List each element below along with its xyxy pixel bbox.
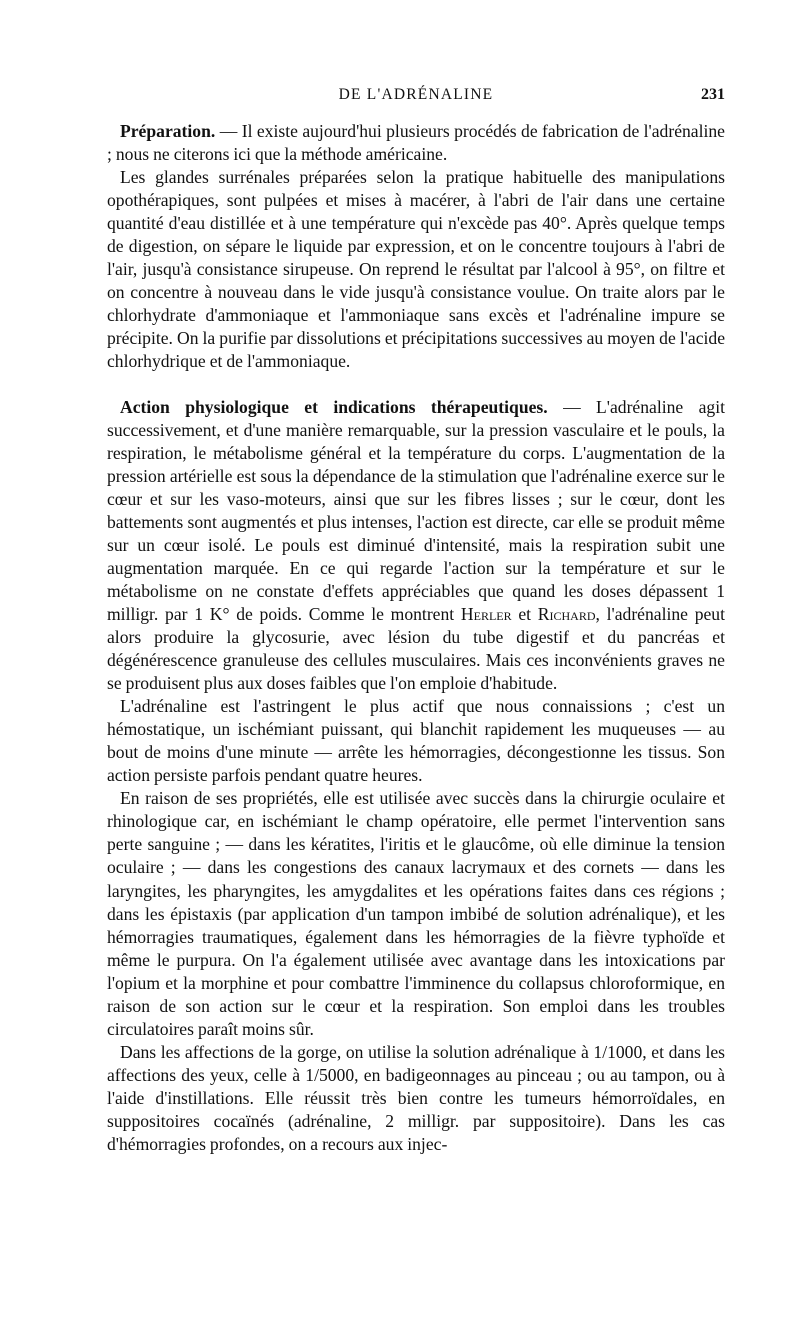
paragraph-text: — Il existe aujourd'hui plusieurs procédés de fabrication de l'adrénaline ; nous ne citerons ici que la méthode américaine. bbox=[107, 121, 725, 165]
text-body bbox=[107, 120, 725, 1156]
paragraph-preparation-method: Les glandes surrénales préparées selon la pratique habituelle des manipulations opothérapiques, sont pulpées et mises à macérer, à l'abri de l'air dans une certaine quantité d'eau distillée et à une température qui n'excède pas 40°. Après quelque temps de digestion, on sépare le liquide par expression, et on le concentre toujours à l'abri de l'air, jusqu'à consistance sirupeuse. On reprend le résultat par l'alcool à 95°, on filtre et on concentre à nouveau dans le vide jusqu'à consistance voulue. On traite alors par le chlorhydrate d'ammoniaque et l'ammoniaque sans excès et l'adrénaline impure se précipite. On la purifie par dissolutions et précipitations successives au moyen de l'acide chlorhydrique et de l'ammoniaque. bbox=[107, 167, 725, 372]
author-name: Herler bbox=[460, 603, 512, 624]
paragraph-text: et bbox=[511, 603, 538, 624]
paragraph-dosage: Dans les affections de la gorge, on utilise la solution adrénalique à 1/1000, et dans les affections des yeux, celle à 1/5000, en badigeonnages au pinceau ; ou au tampon, ou à l'aide d'instillations. Elle réussit très bien contre les tumeurs hémorroïdales, en suppositoires cocaïnés (adrénaline, 2 milligr. par suppositoire). Dans les cas d'hémorragies profondes, on a recours aux injec- bbox=[107, 1041, 725, 1155]
paragraph-action-intro bbox=[107, 396, 725, 696]
author-name: Richard bbox=[537, 603, 596, 624]
page-header bbox=[107, 86, 725, 110]
paragraph-preparation-intro bbox=[107, 120, 725, 166]
paragraph-text: , l'adrénaline peut alors produire la glycosurie, avec lésion du tube digestif et du pancréas et dégénérescence granuleuse des cellules musculaires. Mais ces inconvénients graves ne se produisent plus aux doses faibles que l'on emploie d'habitude. bbox=[107, 603, 725, 694]
page-number: 231 bbox=[701, 86, 725, 103]
running-title: DE L'ADRÉNALINE bbox=[338, 86, 494, 103]
section-heading-action: Action physiologique et indications thérapeutiques. bbox=[120, 396, 548, 417]
paragraph-text: — L'adrénaline agit successivement, et d'une manière remarquable, sur la pression vasculaire et le pouls, la respiration, le métabolisme général et la température du corps. L'augmentation de la pression artérielle est sous la dépendance de la stimulation que l'adrénaline exerce sur le cœur et sur les vaso-moteurs, ainsi que sur les fibres lisses ; sur le cœur, dont les battements sont augmentés et plus intenses, l'action est directe, car elle se produit même sur un cœur isolé. Le pouls est diminué d'intensité, mais la respiration subit une augmentation marquée. En ce qui regarde l'action sur la température et sur le métabolisme on ne constate d'effets appréciables que quand les doses dépassent 1 milligr. par 1 K° de poids. Comme le montrent bbox=[107, 396, 725, 624]
section-heading-preparation: Préparation. bbox=[120, 121, 216, 141]
paragraph-indications: En raison de ses propriétés, elle est utilisée avec succès dans la chirurgie oculaire et rhinologique car, en ischémiant le champ opératoire, elle permet l'intervention sans perte sanguine ; — dans les kératites, l'iritis et le glaucôme, où elle diminue la tension oculaire ; — dans les congestions des canaux lacrymaux et des cornets — dans les laryngites, les pharyngites, les amygdalites et les opérations faites dans ces régions ; dans les épistaxis (par application d'un tampon imbibé de solution adrénalique), et les hémorragies traumatiques, également dans les hémorragies de la fièvre typhoïde et même le purpura. On l'a également utilisée avec avantage dans les intoxications par l'opium et la morphine et pour combattre l'imminence du collapsus chloroformique, en raison de son action sur le cœur et la respiration. Son emploi dans les troubles circulatoires paraît moins sûr. bbox=[107, 788, 725, 1039]
paragraph-astringent: L'adrénaline est l'astringent le plus actif que nous connaissions ; c'est un hémostatique, un ischémiant puissant, qui blanchit rapidement les muqueuses — au bout de moins d'une minute — arrête les hémorragies, décongestionne les tissus. Son action persiste parfois pendant quatre heures. bbox=[107, 696, 725, 786]
